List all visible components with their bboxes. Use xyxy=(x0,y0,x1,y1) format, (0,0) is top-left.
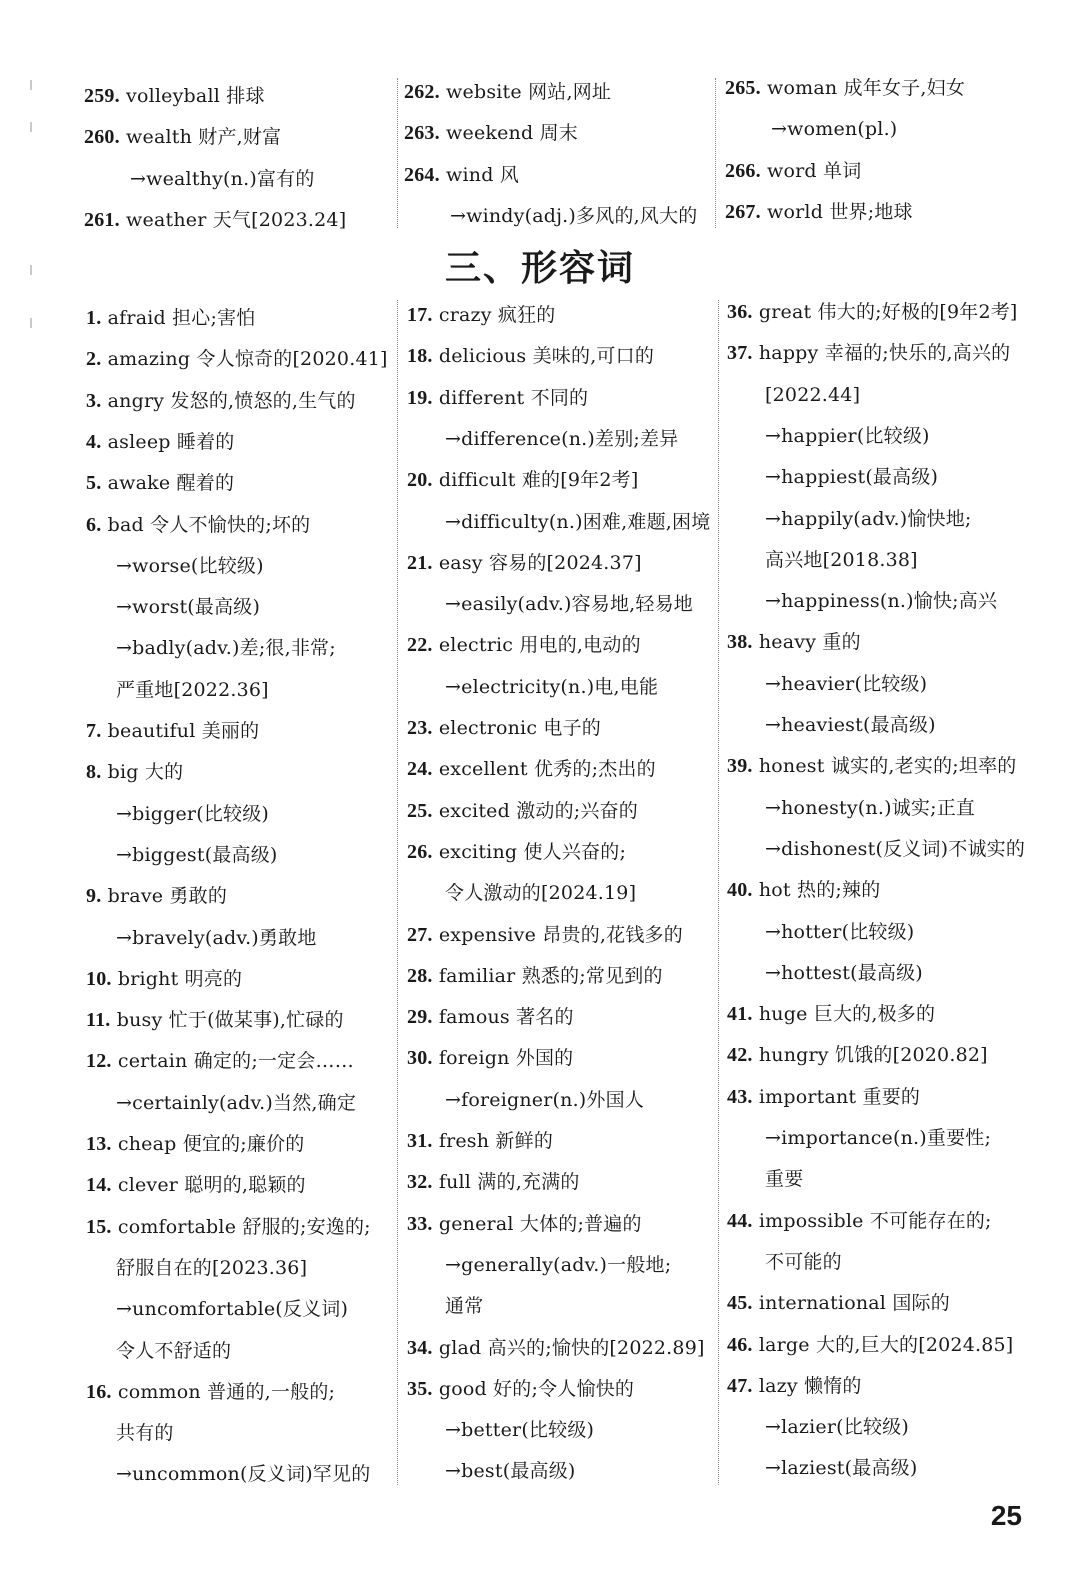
entry-text: 令人不舒适的 xyxy=(116,1340,232,1362)
entry-number: 39. xyxy=(727,755,753,777)
entry-number: 2. xyxy=(86,348,102,370)
entry-line xyxy=(407,1336,705,1360)
entry-subline xyxy=(116,1421,174,1445)
entry-text: 令人激动的[2024.19] xyxy=(445,882,637,904)
entry-text: good 好的;令人愉快的 xyxy=(432,1378,635,1400)
entry-text: →happiness(n.)愉快;高兴 xyxy=(765,590,998,612)
entry-text: →honesty(n.)诚实;正直 xyxy=(765,797,976,819)
entry-number: 265. xyxy=(725,77,761,99)
entry-subline xyxy=(765,1415,909,1439)
column-divider xyxy=(397,78,398,228)
entry-subline xyxy=(445,1418,594,1442)
entry-subline xyxy=(765,713,936,737)
entry-text: →heavier(比较级) xyxy=(765,673,928,695)
entry-text: volleyball 排球 xyxy=(119,85,265,107)
entry-subline xyxy=(116,554,264,578)
entry-subline xyxy=(116,802,269,826)
entry-text: large 大的,巨大的[2024.85] xyxy=(752,1334,1014,1356)
entry-text: afraid 担心;害怕 xyxy=(101,307,256,329)
entry-line xyxy=(725,200,913,224)
entry-text: →dishonest(反义词)不诚实的 xyxy=(765,838,1026,860)
entry-text: impossible 不可能存在的; xyxy=(752,1210,992,1232)
entry-line xyxy=(727,300,1018,324)
entry-line xyxy=(86,1380,335,1404)
entry-text: 不可能的 xyxy=(765,1251,842,1273)
entry-text: →uncomfortable(反义词) xyxy=(116,1298,349,1320)
entry-line xyxy=(86,1049,354,1073)
entry-text: →generally(adv.)一般地; xyxy=(445,1254,672,1276)
entry-line xyxy=(86,1132,305,1156)
entry-number: 12. xyxy=(86,1050,112,1072)
entry-text: →happiest(最高级) xyxy=(765,466,939,488)
entry-line xyxy=(86,967,242,991)
entry-subline xyxy=(765,1250,842,1274)
entry-text: great 伟大的;好极的[9年2考] xyxy=(752,301,1018,323)
entry-text: →women(pl.) xyxy=(771,118,898,140)
entry-subline xyxy=(765,1167,803,1191)
entry-subline xyxy=(765,465,938,489)
entry-subline xyxy=(445,592,693,616)
entry-subline xyxy=(445,427,678,451)
entry-line xyxy=(727,1374,862,1398)
entry-text: →hotter(比较级) xyxy=(765,921,915,943)
entry-number: 267. xyxy=(725,201,761,223)
entry-line xyxy=(86,347,388,371)
entry-subline xyxy=(116,1256,307,1280)
entry-line xyxy=(84,208,346,232)
entry-line xyxy=(407,303,555,327)
entry-number: 259. xyxy=(84,85,120,107)
entry-number: 29. xyxy=(407,1006,433,1028)
entry-line xyxy=(407,1170,580,1194)
entry-subline xyxy=(445,1294,483,1318)
entry-subline xyxy=(116,1462,370,1486)
entry-text: easy 容易的[2024.37] xyxy=(432,552,642,574)
column-divider xyxy=(397,300,398,1485)
entry-text: crazy 疯狂的 xyxy=(432,304,556,326)
entry-number: 34. xyxy=(407,1337,433,1359)
entry-text: hot 热的;辣的 xyxy=(752,879,881,901)
entry-subline xyxy=(450,204,697,228)
entry-text: →lazier(比较级) xyxy=(765,1416,909,1438)
entry-text: →heaviest(最高级) xyxy=(765,714,936,736)
entry-text: →certainly(adv.)当然,确定 xyxy=(116,1092,357,1114)
entry-subline xyxy=(765,796,975,820)
entry-text: heavy 重的 xyxy=(752,631,861,653)
entry-text: honest 诚实的,老实的;坦率的 xyxy=(752,755,1017,777)
entry-number: 6. xyxy=(86,514,102,536)
entry-line xyxy=(727,1333,1013,1357)
entry-number: 11. xyxy=(86,1009,111,1031)
entry-line xyxy=(407,344,654,368)
entry-line xyxy=(407,386,588,410)
entry-text: →importance(n.)重要性; xyxy=(765,1127,992,1149)
entry-subline xyxy=(445,510,710,534)
entry-line xyxy=(727,754,1016,778)
entry-line xyxy=(86,389,356,413)
page-number: 25 xyxy=(990,1500,1022,1531)
entry-text: →worst(最高级) xyxy=(116,596,261,618)
entry-number: 9. xyxy=(86,885,102,907)
entry-text: [2022.44] xyxy=(765,384,861,406)
entry-number: 33. xyxy=(407,1213,433,1235)
entry-number: 8. xyxy=(86,761,102,783)
entry-text: →difficulty(n.)困难,难题,困境 xyxy=(445,511,711,533)
entry-text: international 国际的 xyxy=(752,1292,950,1314)
entry-number: 36. xyxy=(727,301,753,323)
entry-text: →happier(比较级) xyxy=(765,425,930,447)
entry-text: →uncommon(反义词)罕见的 xyxy=(116,1463,371,1485)
entry-subline xyxy=(765,1126,991,1150)
entry-number: 22. xyxy=(407,634,433,656)
entry-line xyxy=(84,125,281,149)
entry-line xyxy=(727,878,880,902)
entry-number: 42. xyxy=(727,1044,753,1066)
entry-number: 10. xyxy=(86,968,112,990)
entry-number: 24. xyxy=(407,758,433,780)
entry-text: busy 忙于(做某事),忙碌的 xyxy=(110,1009,344,1031)
entry-number: 27. xyxy=(407,924,433,946)
entry-text: huge 巨大的,极多的 xyxy=(752,1003,936,1025)
entry-line xyxy=(407,468,638,492)
entry-text: excited 激动的;兴奋的 xyxy=(432,800,639,822)
entry-number: 25. xyxy=(407,800,433,822)
edge-mark xyxy=(30,318,32,328)
entry-line xyxy=(725,76,965,100)
entry-subline xyxy=(116,843,278,867)
entry-subline xyxy=(771,117,897,141)
edge-mark xyxy=(30,122,32,132)
entry-number: 5. xyxy=(86,472,102,494)
entry-text: expensive 昂贵的,花钱多的 xyxy=(432,924,683,946)
entry-number: 46. xyxy=(727,1334,753,1356)
entry-subline xyxy=(765,672,927,696)
entry-number: 17. xyxy=(407,304,433,326)
entry-text: 通常 xyxy=(445,1295,484,1317)
column-divider xyxy=(715,78,716,228)
entry-text: delicious 美味的,可口的 xyxy=(432,345,655,367)
entry-text: →wealthy(n.)富有的 xyxy=(130,168,315,190)
entry-text: website 网站,网址 xyxy=(439,81,612,103)
entry-number: 262. xyxy=(404,81,440,103)
entry-number: 23. xyxy=(407,717,433,739)
entry-text: electronic 电子的 xyxy=(432,717,602,739)
entry-line xyxy=(407,716,601,740)
entry-line xyxy=(727,1085,920,1109)
entry-line xyxy=(86,1173,306,1197)
entry-text: →laziest(最高级) xyxy=(765,1457,918,1479)
entry-text: world 世界;地球 xyxy=(760,201,913,223)
entry-text: weekend 周末 xyxy=(439,122,578,144)
entry-number: 37. xyxy=(727,342,753,364)
entry-text: 重要 xyxy=(765,1168,804,1190)
entry-number: 41. xyxy=(727,1003,753,1025)
entry-subline xyxy=(116,1297,348,1321)
entry-line xyxy=(86,760,183,784)
entry-text: happy 幸福的;快乐的,高兴的 xyxy=(752,342,1011,364)
entry-line xyxy=(404,163,519,187)
entry-text: →foreigner(n.)外国人 xyxy=(445,1089,645,1111)
entry-text: brave 勇敢的 xyxy=(101,885,228,907)
entry-subline xyxy=(765,837,1025,861)
entry-number: 31. xyxy=(407,1130,433,1152)
entry-subline xyxy=(116,636,336,660)
entry-number: 266. xyxy=(725,160,761,182)
entry-line xyxy=(407,799,638,823)
entry-text: 舒服自在的[2023.36] xyxy=(116,1257,308,1279)
entry-number: 260. xyxy=(84,126,120,148)
entry-subline xyxy=(116,595,260,619)
entry-text: common 普通的,一般的; xyxy=(111,1381,336,1403)
entry-text: →bravely(adv.)勇敢地 xyxy=(116,927,317,949)
entry-subline xyxy=(116,926,317,950)
entry-text: →worse(比较级) xyxy=(116,555,264,577)
entry-text: →better(比较级) xyxy=(445,1419,595,1441)
entry-line xyxy=(86,1215,371,1239)
entry-text: big 大的 xyxy=(101,761,184,783)
entry-line xyxy=(407,1377,634,1401)
entry-line xyxy=(725,159,861,183)
entry-line xyxy=(86,884,227,908)
entry-subline xyxy=(445,881,636,905)
entry-subline xyxy=(765,589,997,613)
entry-line xyxy=(407,1005,574,1029)
entry-text: lazy 懒惰的 xyxy=(752,1375,862,1397)
entry-line xyxy=(407,1212,642,1236)
entry-text: asleep 睡着的 xyxy=(101,431,235,453)
entry-subline xyxy=(765,1456,917,1480)
entry-text: →hottest(最高级) xyxy=(765,962,923,984)
section-title: 三、形容词 xyxy=(444,248,635,289)
entry-subline xyxy=(116,678,269,702)
entry-text: wind 风 xyxy=(439,164,520,186)
entry-text: important 重要的 xyxy=(752,1086,921,1108)
entry-text: 严重地[2022.36] xyxy=(116,679,269,701)
entry-text: hungry 饥饿的[2020.82] xyxy=(752,1044,988,1066)
entry-line xyxy=(86,719,259,743)
entry-text: foreign 外国的 xyxy=(432,1047,574,1069)
entry-line xyxy=(86,1008,344,1032)
entry-number: 20. xyxy=(407,469,433,491)
entry-line xyxy=(407,840,626,864)
entry-text: cheap 便宜的;廉价的 xyxy=(111,1133,305,1155)
entry-text: familiar 熟悉的;常见到的 xyxy=(432,965,663,987)
entry-line xyxy=(727,1002,935,1026)
entry-line xyxy=(86,430,235,454)
entry-line xyxy=(727,1043,988,1067)
entry-number: 15. xyxy=(86,1216,112,1238)
entry-number: 7. xyxy=(86,720,102,742)
entry-text: →easily(adv.)容易地,轻易地 xyxy=(445,593,694,615)
entry-text: →difference(n.)差别;差异 xyxy=(445,428,679,450)
entry-text: →windy(adj.)多风的,风大的 xyxy=(450,205,698,227)
entry-number: 261. xyxy=(84,209,120,231)
entry-number: 19. xyxy=(407,387,433,409)
entry-text: glad 高兴的;愉快的[2022.89] xyxy=(432,1337,705,1359)
entry-number: 40. xyxy=(727,879,753,901)
entry-subline xyxy=(765,548,918,572)
entry-text: →bigger(比较级) xyxy=(116,803,270,825)
entry-line xyxy=(407,1046,573,1070)
entry-number: 4. xyxy=(86,431,102,453)
entry-number: 21. xyxy=(407,552,433,574)
entry-line xyxy=(407,1129,553,1153)
entry-subline xyxy=(445,1088,644,1112)
entry-line xyxy=(727,630,861,654)
entry-subline xyxy=(765,920,914,944)
entry-text: certain 确定的;一定会…… xyxy=(111,1050,354,1072)
entry-text: 高兴地[2018.38] xyxy=(765,549,918,571)
entry-subline xyxy=(116,1091,356,1115)
entry-number: 16. xyxy=(86,1381,112,1403)
entry-number: 38. xyxy=(727,631,753,653)
entry-line xyxy=(404,80,611,104)
entry-text: →happily(adv.)愉快地; xyxy=(765,508,972,530)
entry-subline xyxy=(765,383,860,407)
entry-line xyxy=(86,306,256,330)
entry-subline xyxy=(765,961,923,985)
entry-line xyxy=(727,1291,950,1315)
entry-text: excellent 优秀的;杰出的 xyxy=(432,758,656,780)
entry-line xyxy=(86,513,310,537)
entry-line xyxy=(86,471,234,495)
entry-line xyxy=(407,551,642,575)
entry-text: beautiful 美丽的 xyxy=(101,720,260,742)
entry-text: angry 发怒的,愤怒的,生气的 xyxy=(101,390,356,412)
entry-number: 263. xyxy=(404,122,440,144)
column-divider xyxy=(718,300,719,1485)
entry-number: 43. xyxy=(727,1086,753,1108)
entry-number: 47. xyxy=(727,1375,753,1397)
entry-line xyxy=(407,923,683,947)
edge-mark xyxy=(30,80,32,90)
entry-number: 32. xyxy=(407,1171,433,1193)
entry-number: 28. xyxy=(407,965,433,987)
entry-text: weather 天气[2023.24] xyxy=(119,209,347,231)
entry-text: wealth 财产,财富 xyxy=(119,126,282,148)
entry-line xyxy=(727,341,1010,365)
entry-number: 44. xyxy=(727,1210,753,1232)
entry-number: 264. xyxy=(404,164,440,186)
entry-line xyxy=(407,633,641,657)
entry-line xyxy=(84,84,265,108)
entry-number: 3. xyxy=(86,390,102,412)
entry-number: 13. xyxy=(86,1133,112,1155)
entry-number: 1. xyxy=(86,307,102,329)
entry-line xyxy=(407,964,663,988)
entry-text: electric 用电的,电动的 xyxy=(432,634,641,656)
entry-text: clever 聪明的,聪颖的 xyxy=(111,1174,306,1196)
entry-line xyxy=(727,1209,992,1233)
entry-subline xyxy=(130,167,315,191)
entry-line xyxy=(404,121,578,145)
entry-text: comfortable 舒服的;安逸的; xyxy=(111,1216,371,1238)
entry-text: different 不同的 xyxy=(432,387,589,409)
entry-text: woman 成年女子,妇女 xyxy=(760,77,966,99)
entry-text: word 单词 xyxy=(760,160,862,182)
entry-text: exciting 使人兴奋的; xyxy=(432,841,627,863)
entry-number: 26. xyxy=(407,841,433,863)
entry-text: →badly(adv.)差;很,非常; xyxy=(116,637,336,659)
entry-text: 共有的 xyxy=(116,1422,174,1444)
entry-text: famous 著名的 xyxy=(432,1006,574,1028)
entry-number: 18. xyxy=(407,345,433,367)
entry-text: amazing 令人惊奇的[2020.41] xyxy=(101,348,388,370)
entry-text: →biggest(最高级) xyxy=(116,844,278,866)
entry-text: full 满的,充满的 xyxy=(432,1171,580,1193)
entry-text: difficult 难的[9年2考] xyxy=(432,469,639,491)
entry-text: general 大体的;普遍的 xyxy=(432,1213,642,1235)
entry-text: bright 明亮的 xyxy=(111,968,243,990)
entry-text: bad 令人不愉快的;坏的 xyxy=(101,514,311,536)
entry-subline xyxy=(116,1339,231,1363)
entry-subline xyxy=(445,1459,576,1483)
entry-text: →electricity(n.)电,电能 xyxy=(445,676,659,698)
entry-subline xyxy=(445,675,658,699)
entry-subline xyxy=(445,1253,671,1277)
entry-text: fresh 新鲜的 xyxy=(432,1130,554,1152)
entry-number: 45. xyxy=(727,1292,753,1314)
entry-number: 35. xyxy=(407,1378,433,1400)
entry-line xyxy=(407,757,656,781)
entry-subline xyxy=(765,507,972,531)
entry-text: →best(最高级) xyxy=(445,1460,576,1482)
entry-subline xyxy=(765,424,930,448)
entry-number: 30. xyxy=(407,1047,433,1069)
entry-number: 14. xyxy=(86,1174,112,1196)
entry-text: awake 醒着的 xyxy=(101,472,235,494)
